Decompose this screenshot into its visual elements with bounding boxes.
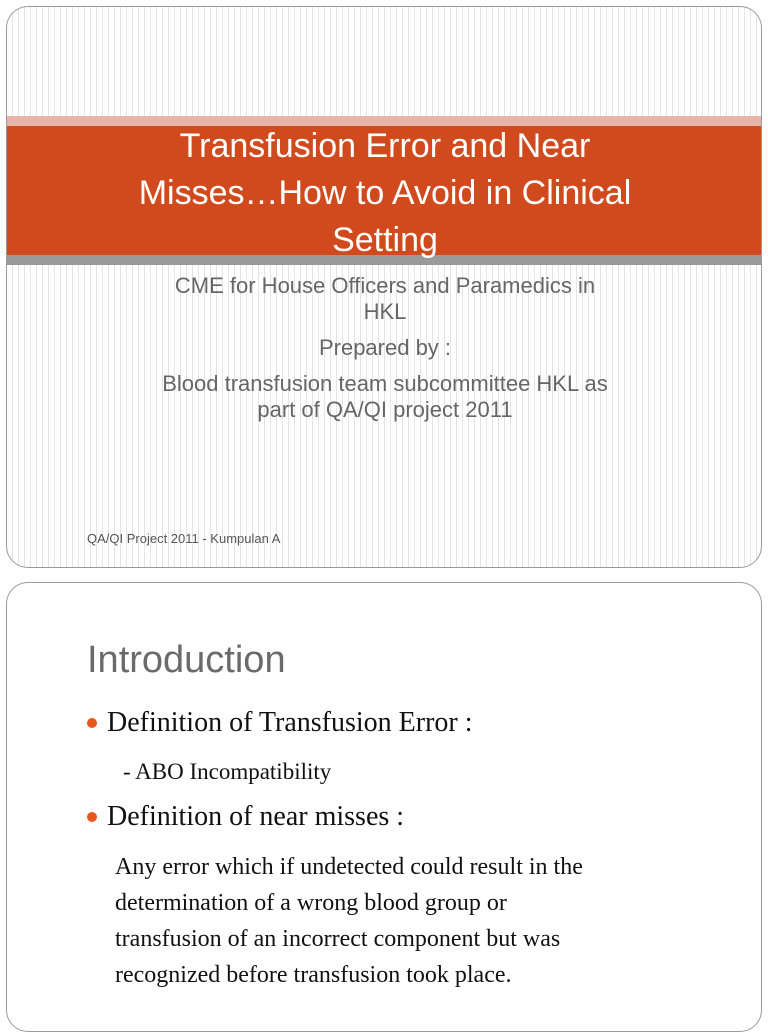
paragraph-line: determination of a wrong blood group or bbox=[115, 890, 507, 916]
slide-title bbox=[67, 123, 703, 264]
slide-subtitle bbox=[67, 273, 703, 423]
paragraph-line: Any error which if undetected could result in the bbox=[115, 854, 583, 880]
title-slide bbox=[6, 6, 762, 568]
bullet-text: Definition of Transfusion Error : bbox=[107, 707, 473, 738]
bullet-item bbox=[87, 707, 473, 739]
slide-title-line: Transfusion Error and Near bbox=[179, 127, 591, 165]
slide-footer: QA/QI Project 2011 - Kumpulan A bbox=[87, 531, 281, 546]
definition-paragraph bbox=[115, 849, 725, 993]
paragraph-line: recognized before transfusion took place. bbox=[115, 962, 512, 988]
subtitle-line: CME for House Officers and Paramedics in bbox=[174, 273, 596, 298]
slide-title-line: Setting bbox=[332, 221, 438, 259]
subtitle-line: part of QA/QI project 2011 bbox=[257, 397, 513, 422]
bullet-item bbox=[87, 801, 404, 833]
slide-heading: Introduction bbox=[87, 639, 286, 681]
subtitle-line: Blood transfusion team subcommittee HKL as bbox=[162, 371, 608, 396]
bullet-dot-icon bbox=[87, 812, 97, 822]
subtitle-line: HKL bbox=[363, 299, 407, 324]
subtitle-line: Prepared by : bbox=[318, 335, 452, 360]
bullet-text: Definition of near misses : bbox=[107, 801, 405, 832]
paragraph-line: transfusion of an incorrect component but was bbox=[115, 926, 561, 952]
introduction-slide bbox=[6, 582, 762, 1032]
sub-item: - ABO Incompatibility bbox=[123, 759, 332, 784]
slide-title-line: Misses…How to Avoid in Clinical bbox=[138, 174, 632, 212]
bullet-dot-icon bbox=[87, 718, 97, 728]
